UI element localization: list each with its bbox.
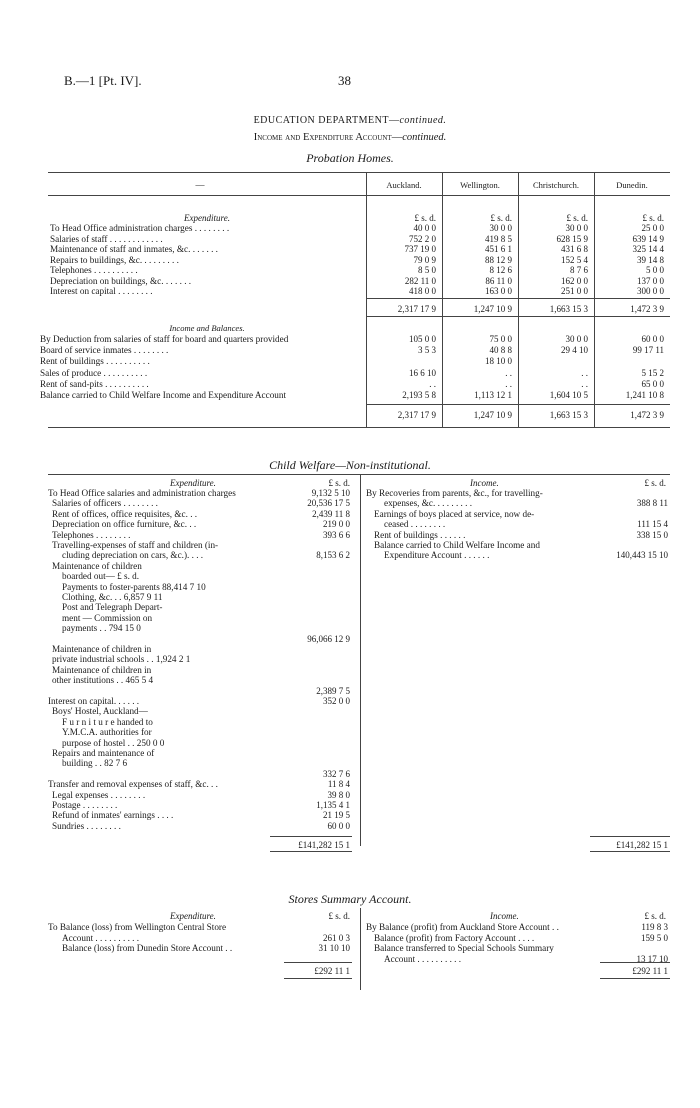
line-amount: 140,443 15 10 [616,550,668,561]
page-ref: B.—1 [Pt. IV]. [64,73,142,88]
line-amount: 11 8 4 [327,779,350,790]
row-label: By Deduction from salaries of staff for board and quarters provided [40,334,289,344]
row-label: To Head Office administration charges . . . . . . . . [50,223,230,233]
line-text: Balance carried to Child Welfare Income and [374,540,540,550]
inc-total-wellington: 1,247 10 9 [473,410,512,420]
row-value: 1,241 10 8 [625,390,664,400]
stores-inc-total-double-rule [600,978,670,979]
line-text: Maintenance of children in [52,664,152,675]
line-text: cluding depreciation on cars, &c.). . . . [62,550,204,561]
exp-total-rule [366,316,670,317]
line-text: Legal expenses . . . . . . . . [52,789,146,800]
row-value: 105 0 0 [409,334,436,344]
section-title: Probation Homes. [306,151,394,165]
line-text: Telephones . . . . . . . . [52,529,131,540]
table-bottom-rule [48,427,670,428]
line-text: Maintenance of children [52,560,142,571]
row-value: 8 12 6 [489,265,512,275]
table-header-rule [48,195,670,196]
row-value: 2,193 5 8 [402,390,436,400]
row-label: Interest on capital . . . . . . . . [50,286,153,296]
line-text: Account . . . . . . . . . . [384,953,462,964]
line-text: Balance (loss) from Dunedin Store Account . . [62,943,233,953]
row-value: 79 0 9 [413,254,436,265]
line-amount: 111 15 4 [637,519,668,530]
line-amount: 31 10 10 [318,943,350,953]
col-header-dunedin: Dunedin. [616,180,648,190]
row-value: 5 15 2 [641,367,664,378]
line-text: Balance (profit) from Factory Account . . . . [374,932,535,943]
line-text: Repairs and maintenance of [52,748,155,758]
units-christchurch: £ s. d. [566,213,588,223]
line-text: purpose of hostel . . 250 0 0 [62,737,165,748]
row-value: 5 0 0 [646,265,664,275]
line-text: Account . . . . . . . . . . [62,932,140,943]
child-inc-total: £141,282 15 1 [616,840,668,850]
row-value: 40 0 0 [413,223,436,233]
row-value: 16 6 10 [409,367,436,378]
line-text: Balance transferred to Special Schools Summary [374,943,554,953]
account-title-cont: continued. [402,132,447,143]
line-amount: 8,153 6 2 [316,550,350,561]
col-header-wellington: Wellington. [460,180,500,190]
line-text: ment — Commission on [62,612,153,623]
row-label: Balance carried to Child Welfare Income and Expenditure Account [40,390,287,400]
line-amount: 352 0 0 [323,696,350,706]
inc-total-christchurch: 1,663 15 3 [549,410,588,420]
row-value: . . [505,378,512,389]
line-text: boarded out— £ s. d. [62,571,140,582]
line-amount: 60 0 0 [327,820,350,831]
row-label: Rent of sand-pits . . . . . . . . . . [40,378,149,389]
line-text: Boys' Hostel, Auckland— [52,706,148,717]
col-header-christchurch: Christchurch. [532,180,580,190]
line-text: Interest on capital. . . . . . [48,696,140,706]
row-value: 451 6 1 [485,244,512,254]
units-auckland: £ s. d. [414,213,436,223]
stores-inc-total: £292 11 1 [632,966,668,976]
stores-exp-total: £292 11 1 [314,966,350,976]
child-expenditure-heading: Expenditure. [170,478,216,488]
row-value: 152 5 4 [561,254,588,265]
row-label: Depreciation on buildings, &c. . . . . . . [50,275,192,286]
line-text: Transfer and removal expenses of staff, &c. . . [48,779,218,790]
row-value: 30 0 0 [565,223,588,233]
units-dunedin: £ s. d. [642,213,664,223]
line-text: payments . . 794 15 0 [62,623,141,634]
row-label: Repairs to buildings, &c. . . . . . . . . [50,254,179,265]
line-text: private industrial schools . . 1,924 2 1 [52,654,191,665]
line-text: By Recoveries from parents, &c., for travelling- [366,488,543,498]
line-text: Y.M.C.A. authorities for [62,727,152,738]
line-text: Depreciation on office furniture, &c. . . [52,519,197,530]
stores-inc-units: £ s. d. [644,911,666,921]
line-text: Rent of offices, office requisites, &c. . . [52,508,198,519]
line-text: Payments to foster-parents 88,414 7 10 [62,581,206,592]
line-text: Expenditure Account . . . . . . [384,550,490,561]
row-label: Rent of buildings . . . . . . . . . . [40,356,150,367]
line-text: building . . 82 7 6 [62,758,128,769]
line-text: To Balance (loss) from Wellington Central Store [48,922,227,932]
row-value: 88 12 9 [485,254,512,265]
row-value: 40 8 8 [489,345,512,356]
child-exp-total-double-rule [270,851,352,852]
dept-title-main: EDUCATION DEPARTMENT— [253,115,400,126]
line-amount: 261 0 3 [323,932,350,943]
account-title-main: Income and Expenditure Account— [253,132,403,143]
child-inc-units: £ s. d. [644,478,666,488]
row-value: 3 5 3 [418,345,436,356]
dept-title [0,116,700,126]
line-amount: 13 17 10 [636,953,668,964]
page-number: 38 [338,73,351,88]
row-value: . . [581,367,588,378]
line-text: ceased . . . . . . . . [384,519,446,530]
inc-total-auckland: 2,317 17 9 [397,410,436,420]
exp-total-dunedin: 1,472 3 9 [630,304,664,314]
line-text: Salaries of officers . . . . . . . . [52,498,158,509]
stores-exp-total-rule [284,962,352,963]
line-text: expenses, &c. . . . . . . . . [384,498,473,509]
row-label: Board of service inmates . . . . . . . . [40,345,169,356]
row-value: 25 0 0 [641,223,664,233]
income-heading: Income and Balances. [169,323,245,333]
line-amount: 388 8 11 [636,498,668,509]
row-value: 30 0 0 [565,334,588,344]
row-value: 251 0 0 [561,286,588,296]
line-text: Postage . . . . . . . . [52,800,118,810]
account-title [0,133,700,143]
stores-title: Stores Summary Account. [288,892,412,906]
row-value: 628 15 9 [556,233,588,244]
line-text: Earnings of boys placed at service, now de- [374,508,535,519]
row-value: 30 0 0 [489,223,512,233]
child-exp-total-rule [270,836,352,837]
row-value: 99 17 11 [632,345,664,356]
line-amount: 21 19 5 [323,810,350,821]
line-amount: 2,389 7 5 [316,685,350,696]
row-value: 137 0 0 [637,275,664,286]
row-value: 752 2 0 [409,233,436,244]
line-amount: 393 6 6 [323,529,350,540]
line-text: Post and Telegraph Depart- [62,602,163,613]
row-value: 60 0 0 [641,334,664,344]
row-value: 300 0 0 [637,286,664,296]
units-wellington: £ s. d. [490,213,512,223]
line-amount: 2,439 11 8 [312,508,350,519]
exp-subtotal-rule [366,298,670,299]
line-text: F u r n i t u r e handed to [62,716,153,727]
row-value: 419 8 5 [485,233,512,244]
row-value: 163 0 0 [485,286,512,296]
line-text: other institutions . . 465 5 4 [52,675,154,686]
row-label: Salaries of staff . . . . . . . . . . . . [50,233,163,244]
stores-inc-total-rule [600,962,670,963]
line-text: Travelling-expenses of staff and children (in- [52,540,219,550]
line-text: Maintenance of children in [52,644,152,654]
stores-exp-total-double-rule [284,978,352,979]
stores-center-divider [360,908,361,990]
exp-total-christchurch: 1,663 15 3 [549,304,588,314]
row-value: 639 14 9 [632,233,664,244]
row-value: . . [429,378,436,389]
line-amount: 119 8 3 [641,922,668,932]
inc-total-dunedin: 1,472 3 9 [630,410,664,420]
line-text: Clothing, &c. . . 6,857 9 11 [62,592,163,602]
row-label: Maintenance of staff and inmates, &c. . . . . . . [50,244,218,254]
child-center-divider [360,474,361,846]
row-value: . . [581,378,588,389]
table-stub-header: — [195,180,205,190]
line-amount: 1,135 4 1 [316,800,350,810]
child-inc-total-double-rule [590,851,670,852]
row-value: 86 11 0 [485,275,512,286]
stores-exp-units: £ s. d. [328,911,350,921]
row-value: 1,604 10 5 [549,390,588,400]
row-value: 8 7 6 [570,265,588,275]
row-value: 1,113 12 1 [474,390,512,400]
expenditure-heading: Expenditure. [184,213,230,223]
line-text: Sundries . . . . . . . . [52,820,121,831]
row-value: 8 5 0 [418,265,436,275]
line-amount: 9,132 5 10 [311,488,350,498]
row-value: 65 0 0 [641,378,664,389]
child-top-rule [48,474,670,475]
row-value: 418 0 0 [409,286,436,296]
exp-total-wellington: 1,247 10 9 [473,304,512,314]
child-inc-total-rule [590,836,670,837]
row-value: 282 11 0 [404,275,436,286]
line-amount: 96,066 12 9 [307,633,350,644]
line-text: By Balance (profit) from Auckland Store Account . . [366,922,559,932]
child-welfare-title: Child Welfare—Non-institutional. [269,458,431,472]
row-label: Sales of produce . . . . . . . . . . [40,367,148,378]
stores-expenditure-heading: Expenditure. [170,911,216,921]
row-value: 431 6 8 [561,244,588,254]
inc-subtotal-rule [366,404,670,405]
row-value: 162 0 0 [561,275,588,286]
line-text: Rent of buildings . . . . . . [374,529,466,540]
dept-title-cont: continued. [399,115,447,126]
line-amount: 20,536 17 5 [307,498,350,509]
col-header-auckland: Auckland. [386,180,422,190]
exp-total-auckland: 2,317 17 9 [397,304,436,314]
table-top-rule [48,172,670,173]
row-value: 75 0 0 [489,334,512,344]
line-text: Refund of inmates' earnings . . . . [52,810,174,821]
child-exp-units: £ s. d. [328,478,350,488]
row-value: 39 14 8 [637,254,664,265]
row-value: 18 10 0 [485,356,512,367]
line-text: To Head Office salaries and administration charges [48,488,236,498]
line-amount: 219 0 0 [323,519,350,530]
line-amount: 338 15 0 [636,529,668,540]
row-value: 29 4 10 [561,345,588,356]
line-amount: 332 7 6 [323,768,350,779]
child-income-heading: Income. [470,478,499,488]
row-value: . . [505,367,512,378]
row-label: Telephones . . . . . . . . . . [50,265,138,275]
line-amount: 39 8 0 [327,789,350,800]
row-value: 737 19 0 [404,244,436,254]
line-amount: 159 5 0 [641,932,668,943]
child-exp-total: £141,282 15 1 [298,840,350,850]
row-value: 325 14 4 [632,244,664,254]
stores-income-heading: Income. [490,911,519,921]
